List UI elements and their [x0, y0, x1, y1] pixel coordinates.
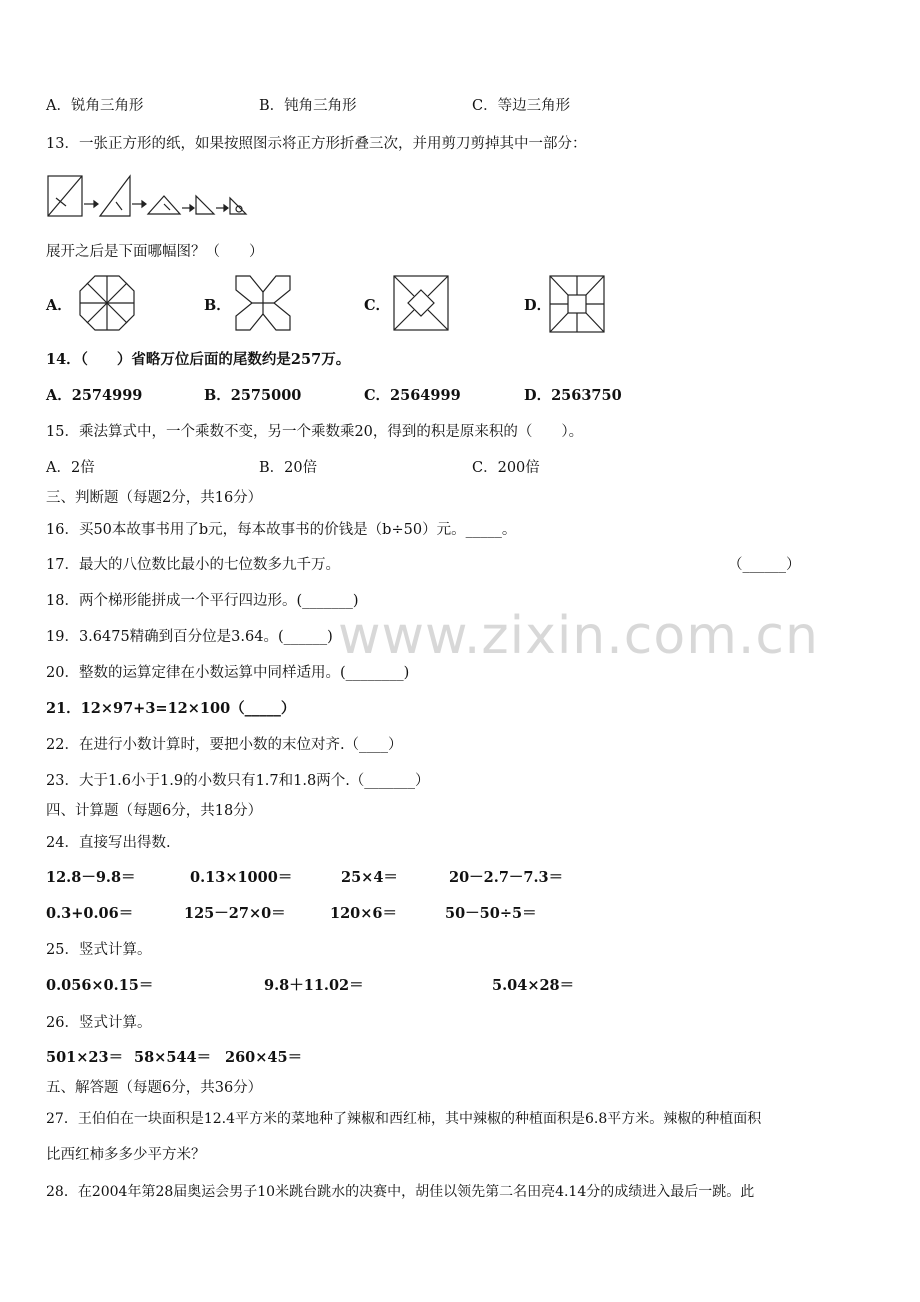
q14-option-a[interactable]: A．2574999 [46, 387, 143, 404]
q25-item-3: 5.04×28＝ [492, 977, 575, 994]
q24-item-5: 0.3+0.06＝ [46, 905, 134, 922]
q13-label-b[interactable]: B． [204, 297, 231, 314]
q26-item-2: 58×544＝ [134, 1049, 212, 1066]
q14-option-c[interactable]: C．2564999 [364, 387, 461, 404]
q13-cross-figure[interactable] [234, 274, 292, 332]
q22-text: 22．在进行小数计算时，要把小数的末位对齐.（____） [46, 737, 403, 753]
q13-square-diamond-figure[interactable] [392, 274, 450, 332]
q13-stem: 13．一张正方形的纸，如果按照图示将正方形折叠三次，并用剪刀剪掉其中一部分： [46, 136, 587, 152]
folding-steps-figure [46, 172, 256, 222]
q16-text: 16．买50本故事书用了b元，每本故事书的价钱是（b÷50）元。_____。 [46, 522, 517, 538]
q13-octagon-figure[interactable] [78, 274, 136, 332]
q15-option-c[interactable]: C．200倍 [472, 460, 540, 476]
q25-item-2: 9.8＋11.02＝ [264, 977, 364, 994]
q21-text: 21．12×97+3=12×100（_____） [46, 700, 296, 717]
q17-text: 17．最大的八位数比最小的七位数多九千万。 [46, 557, 340, 573]
section-5-heading: 五、解答题（每题6分，共36分） [46, 1080, 263, 1096]
q24-text: 24．直接写出得数. [46, 835, 171, 851]
q24-item-4: 20－2.7－7.3＝ [449, 869, 564, 886]
q13-question: 展开之后是下面哪幅图？（ ） [46, 244, 264, 260]
q15-option-a[interactable]: A．2倍 [46, 460, 95, 476]
q25-item-1: 0.056×0.15＝ [46, 977, 154, 994]
q24-item-1: 12.8－9.8＝ [46, 869, 136, 886]
q23-text: 23．大于1.6小于1.9的小数只有1.7和1.8两个.（_______） [46, 773, 430, 789]
q24-item-3: 25×4＝ [341, 869, 398, 886]
q20-text: 20．整数的运算定律在小数运算中同样适用。(________) [46, 665, 410, 681]
q12-option-b[interactable]: B．钝角三角形 [259, 98, 357, 114]
q26-item-3: 260×45＝ [225, 1049, 303, 1066]
q27-line-2: 比西红柿多多少平方米？ [46, 1147, 206, 1163]
q24-item-7: 120×6＝ [330, 905, 398, 922]
q24-item-6: 125－27×0＝ [184, 905, 286, 922]
q28-line-1: 28．在2004年第28届奥运会男子10米跳台跳水的决赛中，胡佳以领先第二名田亮4.14分的成绩进入最后一跳。此 [46, 1184, 755, 1200]
q13-label-c[interactable]: C． [364, 297, 391, 314]
q13-square-grid-figure[interactable] [548, 274, 606, 334]
q14-option-b[interactable]: B．2575000 [204, 387, 302, 404]
q17-answer-blank[interactable]: （______） [728, 557, 801, 573]
section-3-heading: 三、判断题（每题2分，共16分） [46, 490, 263, 506]
watermark-text: www.zixin.com.cn [338, 606, 819, 666]
q26-text: 26．竖式计算。 [46, 1015, 152, 1031]
q15-stem: 15．乘法算式中，一个乘数不变，另一个乘数乘20，得到的积是原来积的（ ）。 [46, 424, 584, 440]
q18-text: 18．两个梯形能拼成一个平行四边形。(_______) [46, 593, 359, 609]
q19-text: 19．3.6475精确到百分位是3.64。(______) [46, 629, 333, 645]
q15-option-b[interactable]: B．20倍 [259, 460, 318, 476]
q12-option-c[interactable]: C．等边三角形 [472, 98, 571, 114]
section-4-heading: 四、计算题（每题6分，共18分） [46, 803, 263, 819]
q26-item-1: 501×23＝ [46, 1049, 124, 1066]
q24-item-8: 50－50÷5＝ [445, 905, 537, 922]
q14-option-d[interactable]: D．2563750 [524, 387, 622, 404]
q25-text: 25．竖式计算。 [46, 942, 152, 958]
q13-label-d[interactable]: D． [524, 297, 552, 314]
q27-line-1: 27．王伯伯在一块面积是12.4平方米的菜地种了辣椒和西红柿，其中辣椒的种植面积是6.8平方米。辣椒的种植面积 [46, 1111, 762, 1127]
q13-label-a[interactable]: A． [46, 297, 72, 314]
q12-option-a[interactable]: A．锐角三角形 [46, 98, 144, 114]
q14-stem: 14．（ ）省略万位后面的尾数约是257万。 [46, 351, 351, 368]
q24-item-2: 0.13×1000＝ [190, 869, 293, 886]
